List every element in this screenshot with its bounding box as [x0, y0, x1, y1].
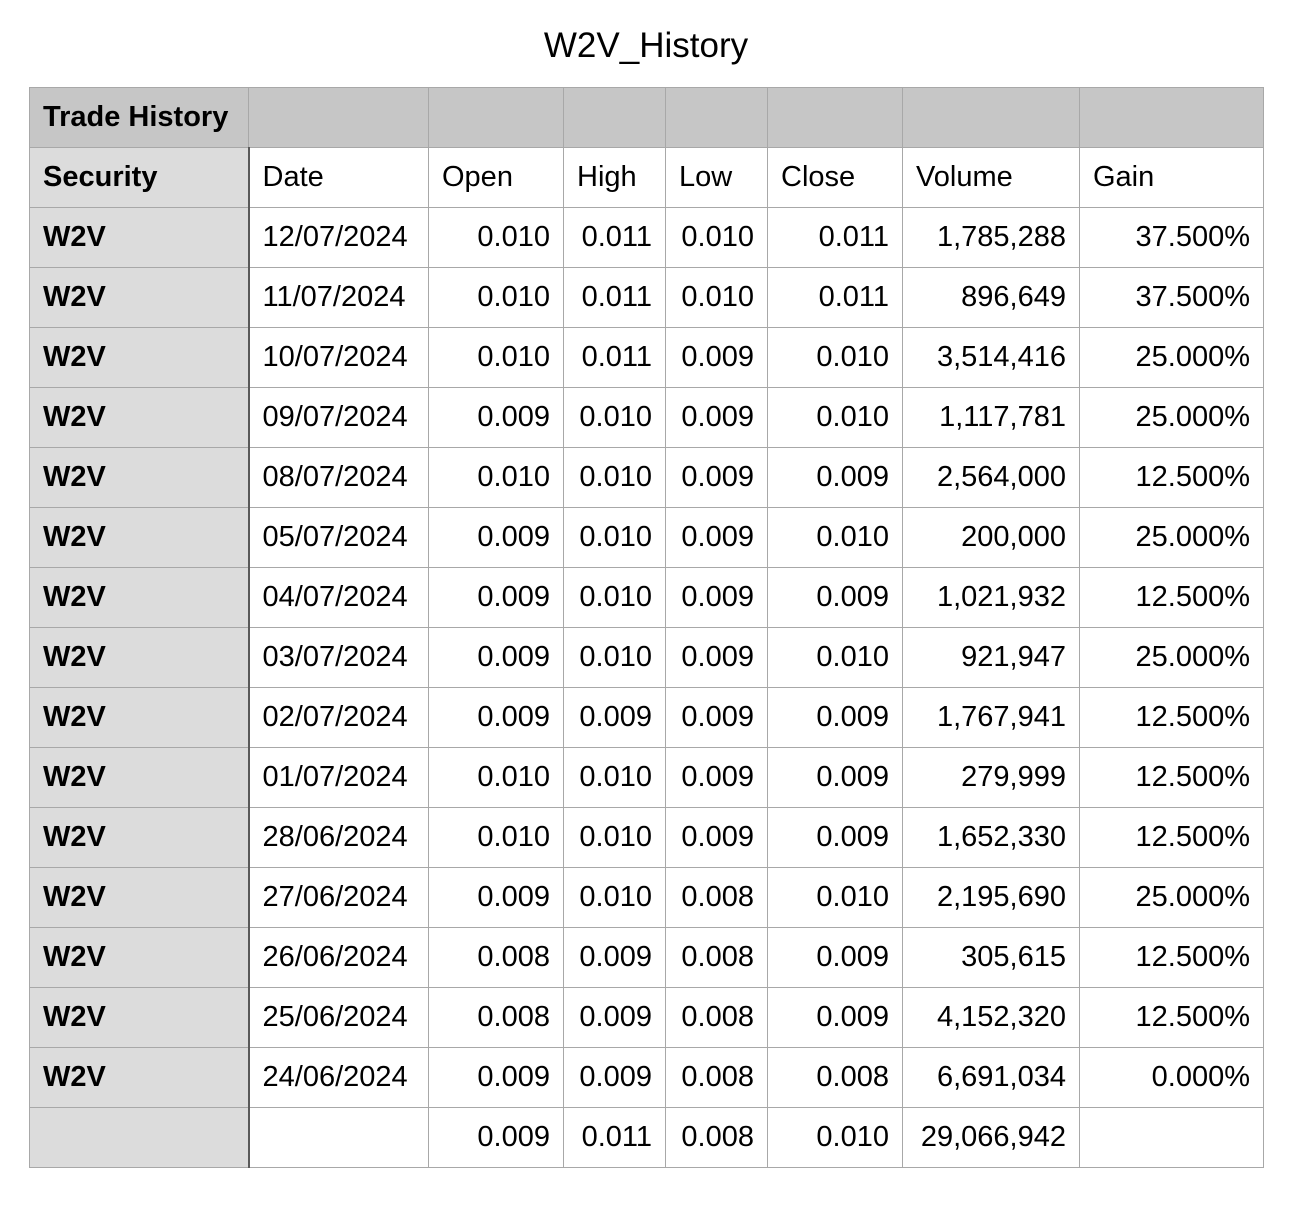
cell-security[interactable]: W2V	[30, 1048, 249, 1108]
cell-volume[interactable]: 1,117,781	[903, 388, 1080, 448]
cell-high[interactable]: 0.009	[564, 928, 666, 988]
cell-security[interactable]: W2V	[30, 328, 249, 388]
cell-close[interactable]: 0.011	[768, 268, 903, 328]
column-header-open[interactable]: Open	[429, 148, 564, 208]
cell-close[interactable]: 0.009	[768, 988, 903, 1048]
table-title-row	[30, 88, 1264, 148]
cell-close[interactable]: 0.009	[768, 448, 903, 508]
cell-high[interactable]: 0.011	[564, 268, 666, 328]
cell-volume[interactable]: 2,564,000	[903, 448, 1080, 508]
cell-date[interactable]: 08/07/2024	[249, 448, 429, 508]
table-row	[30, 988, 1264, 1048]
cell-gain[interactable]: 25.000%	[1080, 388, 1264, 448]
table-row	[30, 208, 1264, 268]
cell-gain[interactable]: 12.500%	[1080, 448, 1264, 508]
cell-volume[interactable]: 896,649	[903, 268, 1080, 328]
cell-low[interactable]: 0.009	[666, 808, 768, 868]
cell-close[interactable]: 0.009	[768, 928, 903, 988]
cell-high[interactable]: 0.009	[564, 688, 666, 748]
cell-gain[interactable]: 37.500%	[1080, 268, 1264, 328]
cell-close[interactable]: 0.008	[768, 1048, 903, 1108]
cell-gain[interactable]: 25.000%	[1080, 508, 1264, 568]
cell-security[interactable]: W2V	[30, 688, 249, 748]
cell-high[interactable]: 0.010	[564, 628, 666, 688]
cell-volume[interactable]: 279,999	[903, 748, 1080, 808]
table-row	[30, 448, 1264, 508]
cell-date[interactable]: 09/07/2024	[249, 388, 429, 448]
cell-high[interactable]: 0.011	[564, 208, 666, 268]
table-cell[interactable]	[249, 88, 429, 148]
sheet-title: W2V_History	[543, 26, 749, 65]
cell-date[interactable]: 10/07/2024	[249, 328, 429, 388]
cell-open[interactable]: 0.009	[429, 868, 564, 928]
table-cell[interactable]	[429, 88, 564, 148]
cell-high[interactable]: 0.010	[564, 568, 666, 628]
cell-security[interactable]: W2V	[30, 388, 249, 448]
cell-date[interactable]: 25/06/2024	[249, 988, 429, 1048]
cell-gain[interactable]: 12.500%	[1080, 808, 1264, 868]
cell-low[interactable]: 0.010	[666, 268, 768, 328]
cell-gain[interactable]: 25.000%	[1080, 868, 1264, 928]
cell-open[interactable]: 0.009	[429, 568, 564, 628]
cell-close[interactable]: 0.010	[768, 1108, 903, 1168]
cell-open[interactable]: 0.010	[429, 448, 564, 508]
cell-low[interactable]: 0.009	[666, 508, 768, 568]
cell-low[interactable]: 0.008	[666, 988, 768, 1048]
column-header-low[interactable]: Low	[666, 148, 768, 208]
cell-open[interactable]: 0.010	[429, 328, 564, 388]
cell-open[interactable]: 0.009	[429, 1048, 564, 1108]
cell-open[interactable]: 0.009	[429, 688, 564, 748]
cell-security[interactable]: W2V	[30, 268, 249, 328]
cell-date[interactable]: 24/06/2024	[249, 1048, 429, 1108]
cell-close[interactable]: 0.010	[768, 628, 903, 688]
cell-volume[interactable]: 3,514,416	[903, 328, 1080, 388]
cell-close[interactable]: 0.010	[768, 388, 903, 448]
cell-open[interactable]: 0.009	[429, 628, 564, 688]
cell-close[interactable]: 0.009	[768, 748, 903, 808]
cell-volume[interactable]: 1,021,932	[903, 568, 1080, 628]
cell-date[interactable]: 26/06/2024	[249, 928, 429, 988]
column-header-date[interactable]: Date	[249, 148, 429, 208]
cell-high[interactable]: 0.011	[564, 1108, 666, 1168]
table-row	[30, 268, 1264, 328]
cell-volume[interactable]: 29,066,942	[903, 1108, 1080, 1168]
cell-gain[interactable]: 0.000%	[1080, 1048, 1264, 1108]
cell-security[interactable]: W2V	[30, 928, 249, 988]
cell-high[interactable]: 0.010	[564, 868, 666, 928]
cell-volume[interactable]: 1,785,288	[903, 208, 1080, 268]
cell-low[interactable]: 0.009	[666, 568, 768, 628]
column-header-close[interactable]: Close	[768, 148, 903, 208]
cell-date[interactable]: 05/07/2024	[249, 508, 429, 568]
cell-volume[interactable]: 2,195,690	[903, 868, 1080, 928]
table-row	[30, 508, 1264, 568]
cell-open[interactable]: 0.010	[429, 808, 564, 868]
cell-gain[interactable]: 12.500%	[1080, 688, 1264, 748]
cell-date[interactable]	[249, 1108, 429, 1168]
cell-open[interactable]: 0.010	[429, 268, 564, 328]
cell-gain[interactable]: 25.000%	[1080, 628, 1264, 688]
column-header-high[interactable]: High	[564, 148, 666, 208]
cell-security[interactable]: W2V	[30, 508, 249, 568]
cell-open[interactable]: 0.008	[429, 928, 564, 988]
cell-volume[interactable]: 1,652,330	[903, 808, 1080, 868]
cell-gain[interactable]: 37.500%	[1080, 208, 1264, 268]
table-row	[30, 688, 1264, 748]
cell-gain[interactable]: 12.500%	[1080, 568, 1264, 628]
cell-high[interactable]: 0.011	[564, 328, 666, 388]
cell-volume[interactable]: 305,615	[903, 928, 1080, 988]
cell-date[interactable]: 27/06/2024	[249, 868, 429, 928]
cell-date[interactable]: 02/07/2024	[249, 688, 429, 748]
cell-low[interactable]: 0.008	[666, 928, 768, 988]
cell-low[interactable]: 0.008	[666, 868, 768, 928]
cell-volume[interactable]: 6,691,034	[903, 1048, 1080, 1108]
table-row	[30, 748, 1264, 808]
cell-low[interactable]: 0.009	[666, 688, 768, 748]
cell-volume[interactable]: 921,947	[903, 628, 1080, 688]
table-row	[30, 868, 1264, 928]
cell-date[interactable]: 28/06/2024	[249, 808, 429, 868]
cell-high[interactable]: 0.010	[564, 748, 666, 808]
column-header-gain[interactable]: Gain	[1080, 148, 1264, 208]
cell-security[interactable]: W2V	[30, 448, 249, 508]
table-cell[interactable]	[903, 88, 1080, 148]
cell-gain[interactable]	[1080, 1108, 1264, 1168]
cell-open[interactable]: 0.009	[429, 508, 564, 568]
cell-high[interactable]: 0.009	[564, 1048, 666, 1108]
column-header-security[interactable]: Security	[30, 148, 249, 208]
table-row	[30, 388, 1264, 448]
cell-low[interactable]: 0.009	[666, 628, 768, 688]
cell-security[interactable]: W2V	[30, 628, 249, 688]
table-row	[30, 328, 1264, 388]
cell-high[interactable]: 0.010	[564, 388, 666, 448]
cell-low[interactable]: 0.008	[666, 1108, 768, 1168]
cell-low[interactable]: 0.010	[666, 208, 768, 268]
table-row	[30, 1048, 1264, 1108]
cell-open[interactable]: 0.008	[429, 988, 564, 1048]
table-cell[interactable]	[1080, 88, 1264, 148]
table-row	[30, 928, 1264, 988]
cell-gain[interactable]: 12.500%	[1080, 748, 1264, 808]
cell-gain[interactable]: 25.000%	[1080, 328, 1264, 388]
cell-security[interactable]: W2V	[30, 988, 249, 1048]
cell-security[interactable]: W2V	[30, 748, 249, 808]
table-row	[30, 568, 1264, 628]
cell-security[interactable]	[30, 1108, 249, 1168]
cell-high[interactable]: 0.010	[564, 508, 666, 568]
cell-security[interactable]: W2V	[30, 568, 249, 628]
cell-open[interactable]: 0.009	[429, 1108, 564, 1168]
cell-volume[interactable]: 4,152,320	[903, 988, 1080, 1048]
cell-close[interactable]: 0.011	[768, 208, 903, 268]
cell-close[interactable]: 0.009	[768, 808, 903, 868]
table-cell[interactable]	[564, 88, 666, 148]
cell-close[interactable]: 0.010	[768, 868, 903, 928]
cell-low[interactable]: 0.009	[666, 748, 768, 808]
trade-history-table	[29, 87, 1264, 1168]
cell-open[interactable]: 0.010	[429, 208, 564, 268]
cell-low[interactable]: 0.008	[666, 1048, 768, 1108]
cell-date[interactable]: 03/07/2024	[249, 628, 429, 688]
cell-security[interactable]: W2V	[30, 868, 249, 928]
cell-open[interactable]: 0.009	[429, 388, 564, 448]
cell-high[interactable]: 0.009	[564, 988, 666, 1048]
cell-low[interactable]: 0.009	[666, 388, 768, 448]
cell-close[interactable]: 0.010	[768, 508, 903, 568]
cell-low[interactable]: 0.009	[666, 328, 768, 388]
cell-volume[interactable]: 200,000	[903, 508, 1080, 568]
cell-high[interactable]: 0.010	[564, 448, 666, 508]
cell-security[interactable]: W2V	[30, 808, 249, 868]
cell-close[interactable]: 0.009	[768, 568, 903, 628]
cell-date[interactable]: 12/07/2024	[249, 208, 429, 268]
cell-high[interactable]: 0.010	[564, 808, 666, 868]
column-header-volume[interactable]: Volume	[903, 148, 1080, 208]
cell-low[interactable]: 0.009	[666, 448, 768, 508]
cell-date[interactable]: 11/07/2024	[249, 268, 429, 328]
table-footer-row	[30, 1108, 1264, 1168]
cell-gain[interactable]: 12.500%	[1080, 928, 1264, 988]
table-row	[30, 628, 1264, 688]
cell-close[interactable]: 0.009	[768, 688, 903, 748]
table-cell[interactable]	[666, 88, 768, 148]
cell-date[interactable]: 01/07/2024	[249, 748, 429, 808]
cell-security[interactable]: W2V	[30, 208, 249, 268]
table-row	[30, 808, 1264, 868]
cell-gain[interactable]: 12.500%	[1080, 988, 1264, 1048]
cell-close[interactable]: 0.010	[768, 328, 903, 388]
table-title[interactable]: Trade History	[30, 88, 249, 148]
table-cell[interactable]	[768, 88, 903, 148]
cell-volume[interactable]: 1,767,941	[903, 688, 1080, 748]
column-header-row	[30, 148, 1264, 208]
cell-open[interactable]: 0.010	[429, 748, 564, 808]
cell-date[interactable]: 04/07/2024	[249, 568, 429, 628]
